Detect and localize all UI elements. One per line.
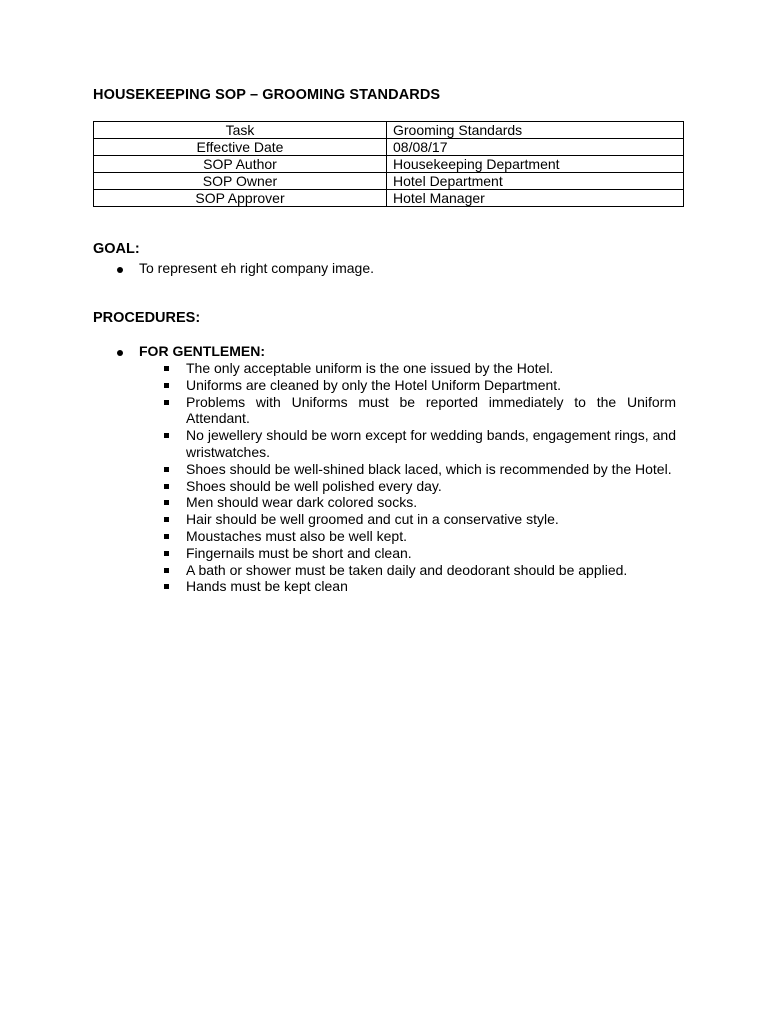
list-item [162, 562, 676, 579]
table-cell-value: Hotel Manager [387, 190, 684, 207]
square-bullet-icon [164, 534, 169, 539]
list-item-text: The only acceptable uniform is the one issued by the Hotel. [186, 360, 554, 376]
table-cell-label: Task [94, 122, 387, 139]
table-cell-value: Housekeeping Department [387, 156, 684, 173]
gentlemen-rules-list [162, 360, 676, 595]
square-bullet-icon [164, 568, 169, 573]
bullet-dot-icon [117, 350, 123, 356]
square-bullet-icon [164, 383, 169, 388]
sop-info-table [93, 121, 684, 207]
square-bullet-icon [164, 433, 169, 438]
bullet-dot-icon [117, 267, 123, 273]
table-cell-label: Effective Date [94, 139, 387, 156]
table-cell-value: Hotel Department [387, 173, 684, 190]
list-item [162, 478, 676, 495]
square-bullet-icon [164, 500, 169, 505]
list-item [162, 461, 676, 478]
table-cell-value: Grooming Standards [387, 122, 684, 139]
list-item [162, 494, 676, 511]
table-row [94, 173, 684, 190]
table-cell-label: SOP Author [94, 156, 387, 173]
list-item-text: Hair should be well groomed and cut in a conservative style. [186, 511, 559, 528]
table-row [94, 190, 684, 207]
goal-heading: GOAL: [93, 241, 140, 257]
square-bullet-icon [164, 584, 169, 589]
square-bullet-icon [164, 484, 169, 489]
list-item-text: Moustaches must also be well kept. [186, 527, 407, 544]
list-item-text: Shoes should be well-shined black laced, which is recommended by the Hotel. [186, 460, 672, 477]
table-cell-label: SOP Owner [94, 173, 387, 190]
list-item [162, 377, 676, 394]
section-label-gentlemen: FOR GENTLEMEN: [139, 343, 265, 359]
square-bullet-icon [164, 400, 169, 405]
list-item [162, 545, 676, 562]
list-item [162, 360, 676, 377]
list-item [162, 394, 676, 428]
list-item-text: Problems with Uniforms must be reported immediately to the Uniform Attendant. [186, 393, 676, 427]
list-item [162, 528, 676, 545]
list-item-text: Shoes should be well polished every day. [186, 477, 442, 494]
square-bullet-icon [164, 551, 169, 556]
square-bullet-icon [164, 366, 169, 371]
square-bullet-icon [164, 517, 169, 522]
list-item-text: Hands must be kept clean [186, 578, 348, 595]
document-title: HOUSEKEEPING SOP – GROOMING STANDARDS [93, 87, 441, 103]
goal-item: To represent eh right company image. [139, 260, 375, 276]
list-item [162, 427, 676, 461]
table-cell-value: 08/08/17 [387, 139, 684, 156]
list-item-text: Fingernails must be short and clean. [186, 544, 412, 561]
list-item-text: Men should wear dark colored socks. [186, 494, 418, 511]
list-item-text: No jewellery should be worn except for wedding bands, engagement rings, and wristwatches. [186, 427, 676, 460]
table-row [94, 122, 684, 139]
table-row [94, 156, 684, 173]
table-cell-label: SOP Approver [94, 190, 387, 207]
square-bullet-icon [164, 467, 169, 472]
list-item [162, 578, 676, 595]
table-row [94, 139, 684, 156]
procedures-heading: PROCEDURES: [93, 310, 201, 326]
list-item-text: A bath or shower must be taken daily and deodorant should be applied. [186, 561, 628, 578]
list-item-text: Uniforms are cleaned by only the Hotel Uniform Department. [186, 376, 562, 393]
list-item [162, 511, 676, 528]
